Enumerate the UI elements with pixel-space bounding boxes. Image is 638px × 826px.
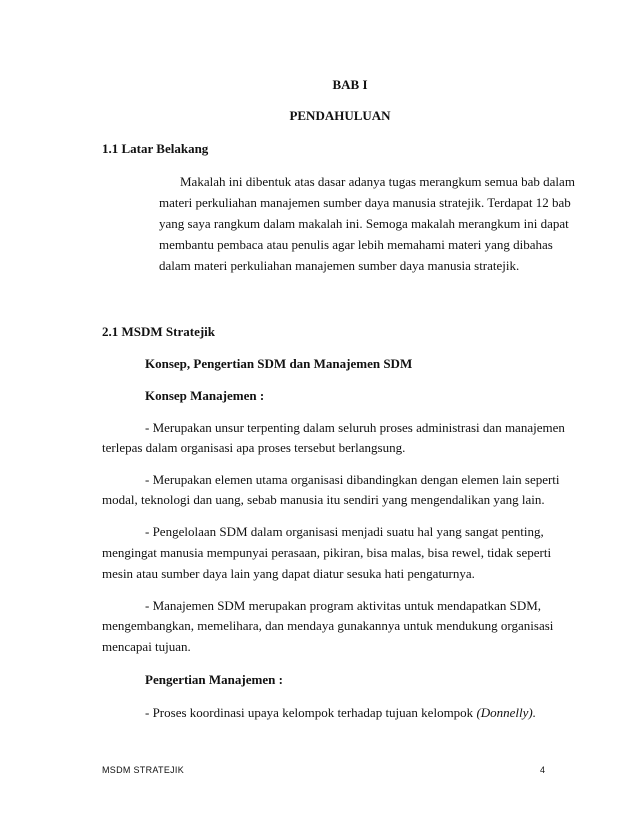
paragraph-line: mengingat manusia mempunyai perasaan, pikiran, bisa malas, bisa rewel, tidak seperti <box>102 545 552 560</box>
chapter-title: PENDAHULUAN <box>289 108 391 123</box>
konsep-heading: Konsep Manajemen : <box>145 388 265 403</box>
definition-text: - Proses koordinasi upaya kelompok terhadap tujuan kelompok <box>145 705 477 720</box>
paragraph-line: terlepas dalam organisasi apa proses tersebut berlangsung. <box>102 440 406 455</box>
paragraph-line: mengembangkan, memelihara, dan mendaya gunakannya untuk mendukung organisasi <box>102 618 554 633</box>
paragraph-line <box>145 705 536 721</box>
paragraph-line: - Pengelolaan SDM dalam organisasi menjadi suatu hal yang sangat penting, <box>145 524 544 539</box>
paragraph-line: membantu pembaca atau penulis agar lebih memahami materi yang dibahas <box>159 237 553 252</box>
section-heading-2-1: 2.1 MSDM Stratejik <box>102 324 216 339</box>
paragraph-line: - Manajemen SDM merupakan program aktivitas untuk mendapatkan SDM, <box>145 598 542 613</box>
footer-title: MSDM STRATEJIK <box>102 765 185 775</box>
pengertian-heading: Pengertian Manajemen : <box>145 672 283 687</box>
paragraph-line: mencapai tujuan. <box>102 639 191 654</box>
paragraph-line: - Merupakan unsur terpenting dalam seluruh proses administrasi dan manajemen <box>145 420 565 435</box>
page-number: 4 <box>540 765 546 775</box>
footer-rule <box>102 756 548 757</box>
paragraph-line: mesin atau sumber daya lain yang dapat diatur sesuka hati pengaturnya. <box>102 566 475 581</box>
chapter-number: BAB I <box>332 77 368 92</box>
paragraph-line: Makalah ini dibentuk atas dasar adanya tugas merangkum semua bab dalam <box>180 174 575 189</box>
paragraph-line: modal, teknologi dan uang, sebab manusia itu sendiri yang mengendalikan yang lain. <box>102 492 545 507</box>
paragraph-line: - Merupakan elemen utama organisasi dibandingkan dengan elemen lain seperti <box>145 472 560 487</box>
section-heading-1-1: 1.1 Latar Belakang <box>102 141 209 156</box>
citation: (Donnelly). <box>476 705 536 720</box>
subsection-heading: Konsep, Pengertian SDM dan Manajemen SDM <box>145 356 413 371</box>
paragraph-line: dalam materi perkuliahan manajemen sumber daya manusia stratejik. <box>159 258 520 273</box>
paragraph-line: materi perkuliahan manajemen sumber daya manusia stratejik. Terdapat 12 bab <box>159 195 571 210</box>
paragraph-line: yang saya rangkum dalam makalah ini. Semoga makalah merangkum ini dapat <box>159 216 569 231</box>
